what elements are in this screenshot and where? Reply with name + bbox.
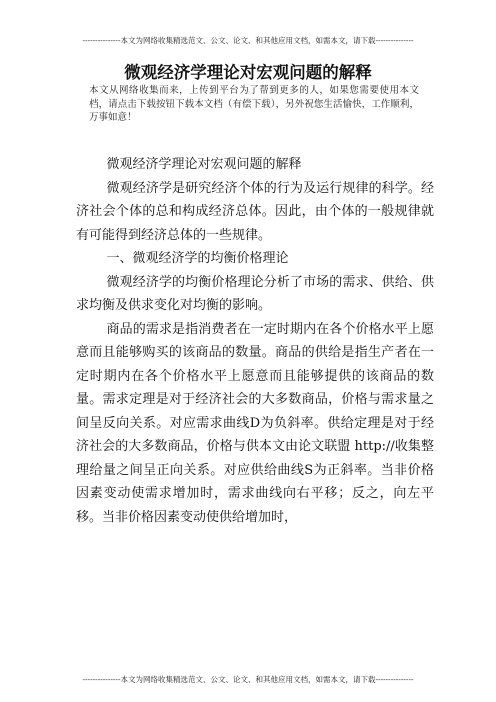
paragraph-demand-supply: 商品的需求是指消费者在一定时期内在各个价格水平上愿意而且能够购买的该商品的数量。商品的供给是指生产者在一定时期内在各个价格水平上愿意而且能够提供的该商品的数量。需求定理是对于经济社会的大多数商品，价格与需求量之间呈反向关系。对应需求曲线D为负斜率。供给定理是对于经济社会的大多数商品，价格与供本文由论文联盟 http://收集整理给量之间呈正向关系。对应供给曲线S为正斜率。当非价格因素变动使需求增加时，需求曲线向右平移；反之，向左平移。当非价格因素变动使供给增加时， <box>76 321 434 525</box>
download-notice: 本文从网络收集而来，上传到平台为了帮到更多的人，如果您需要使用本文档，请点击下载按钮下载本文档（有偿下载），另外祝您生活愉快，工作顺利，万事如意！ <box>89 85 419 123</box>
paragraph-equilibrium: 微观经济学的均衡价格理论分析了市场的需求、供给、供求均衡及供求变化对均衡的影响。 <box>76 274 434 313</box>
footer-banner: ---------------本文为网络收集精选范文、公文、论文、和其他应用文档，如需本文，请下载--------------- <box>82 675 414 684</box>
document-body <box>76 153 434 529</box>
section-heading-1: 一、微观经济学的均衡价格理论 <box>106 251 289 266</box>
paragraph-intro: 微观经济学是研究经济个体的行为及运行规律的科学。经济社会个体的总和构成经济总体。因此，由个体的一般规律就有可能得到经济总体的一些规律。 <box>76 180 434 243</box>
document-title: 微观经济学理论对宏观问题的解释 <box>124 63 372 82</box>
body-heading: 微观经济学理论对宏观问题的解释 <box>106 157 302 172</box>
header-banner: ---------------本文为网络收集精选范文、公文、论文、和其他应用文档，如需本文，请下载--------------- <box>82 36 414 45</box>
